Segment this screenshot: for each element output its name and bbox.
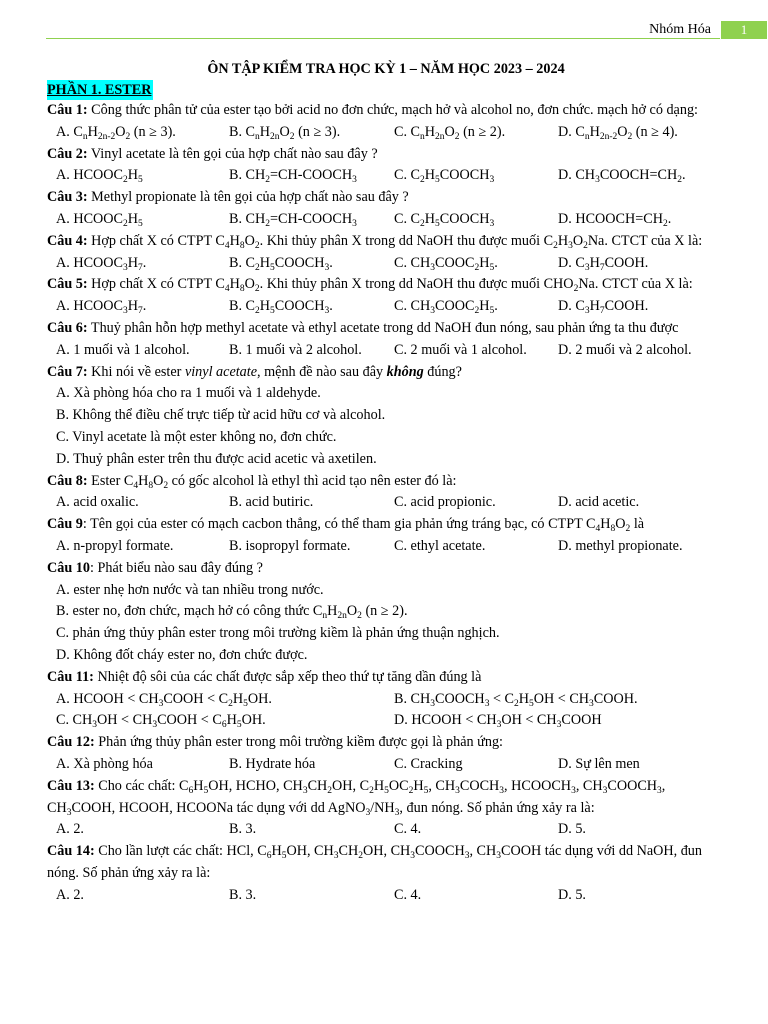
answer-option-a: A. $HCOOC_2H_5$ bbox=[56, 167, 143, 186]
question-label: Câu 4: bbox=[47, 232, 88, 249]
answer-option-d: D. $CH_3COOCH=CH_2$. bbox=[558, 167, 686, 186]
answer-row bbox=[47, 253, 723, 275]
question-text: , mệnh đề nào sau đây bbox=[257, 363, 387, 380]
question-11 bbox=[47, 667, 723, 689]
question-text: Vinyl acetate là tên gọi của hợp chất nào sau đây ? bbox=[87, 145, 378, 162]
page-title: ÔN TẬP KIỂM TRA HỌC KỲ 1 – NĂM HỌC 2023 – 2024 bbox=[207, 61, 565, 77]
question-label: Câu 1: bbox=[47, 102, 88, 118]
question-text: Công thức phân tử của ester tạo bởi acid no đơn chức, mạch hở và alcohol no, đơn chức. mạch hở có dạng: bbox=[87, 102, 698, 118]
answer-option-d: D. 2 muối và 2 alcohol. bbox=[558, 341, 692, 358]
answer-option-b: B. 3. bbox=[229, 821, 257, 838]
answer-option-a: A. 2. bbox=[56, 886, 84, 903]
section-heading: PHẦN 1. ESTER bbox=[47, 82, 152, 98]
question-13: Câu 13: Cho các chất: $C_6H_5OH$, HCHO, $CH_3CH_2OH$, $C_2H_5OC_2H_5$, $CH_3COCH_3$, $HCOOCH_3$, $CH_3COOCH_3$, $CH_3COOH$, HCOOH, HCOONa tác dụng với dd $AgNO_3/NH_3$, đun nóng. Số phản ứng xảy ra là: bbox=[47, 777, 666, 818]
answer-row bbox=[47, 340, 723, 362]
answer-option-c: C. phản ứng thủy phân ester trong môi trường kiềm là phản ứng thuận nghịch. bbox=[56, 625, 500, 642]
question-label: Câu 10 bbox=[47, 559, 90, 576]
header-group-label: Nhóm Hóa bbox=[649, 22, 711, 37]
question-text: : Phát biểu nào sau đây đúng ? bbox=[89, 559, 263, 576]
answer-row bbox=[47, 885, 723, 907]
question-text: Khi nói về ester bbox=[87, 363, 185, 380]
answer-option-a: A. Xà phòng hóa bbox=[56, 755, 153, 772]
question-6 bbox=[47, 318, 723, 340]
question-text: Thuỷ phân hỗn hợp methyl acetate và ethyl acetate trong dd NaOH đun nóng, sau phản ứng ta thu được bbox=[87, 319, 679, 336]
question-8: Câu 8: Ester $C_4H_8O_2$ có gốc alcohol là ethyl thì acid tạo nên ester đó là: bbox=[47, 472, 457, 491]
answer-option-b: B. 1 muối và 2 alcohol. bbox=[229, 341, 362, 358]
answer-option-d: D. 5. bbox=[558, 886, 586, 903]
answer-option-b: B. $CH_3COOCH_3 < C_2H_5OH$ < $CH_3COOH$. bbox=[394, 690, 638, 709]
answer-option-c: C. $CH_3OH$ < $CH_3COOH < C_6H_5OH$. bbox=[56, 712, 266, 731]
question-text: đúng? bbox=[423, 363, 462, 380]
answer-option-b: B. Hydrate hóa bbox=[229, 755, 316, 772]
question-emphasis: vinyl acetate bbox=[184, 363, 258, 380]
answer-option-a: A. $C_nH_{2n-2}O_2$ (n ≥ 3). bbox=[56, 123, 176, 142]
answer-row bbox=[47, 689, 723, 711]
section-heading-wrap bbox=[47, 80, 723, 100]
answer-option-b: B. 3. bbox=[229, 886, 257, 903]
answer-option-b: B. $C_2H_5COOCH_3$. bbox=[229, 298, 333, 317]
answer-row bbox=[47, 754, 723, 776]
answer-option-d: D. $C_3H_7COOH$. bbox=[558, 298, 649, 317]
answer-option-a: A. $HCOOC_3H_7$. bbox=[56, 298, 147, 317]
answer-row bbox=[47, 536, 723, 558]
answer-option-b: B. $C_nH_{2n}O_2$ (n ≥ 3). bbox=[229, 123, 341, 142]
answer-option-b: B. Không thể điều chế trực tiếp từ acid hữu cơ và alcohol. bbox=[56, 407, 386, 424]
question-14: Câu 14: Cho lần lượt các chất: HCl, $C_6H_5OH$, $CH_3CH_2OH$, $CH_3COOCH_3$, $CH_3COOH$ tác dụng với dd NaOH, đun nóng. Số phản ứng xảy ra là: bbox=[47, 843, 702, 881]
question-label: Câu 12: bbox=[47, 734, 95, 751]
answer-option-c: C. $C_2H_5COOCH_3$ bbox=[394, 210, 495, 229]
answer-option-c: C. ethyl acetate. bbox=[394, 537, 486, 554]
answer-option-a: A. n-propyl formate. bbox=[56, 537, 174, 554]
answer-option-c: C. Vinyl acetate là một ester không no, đơn chức. bbox=[56, 428, 337, 445]
answer-option-d: D. $HCOOCH=CH_2$. bbox=[558, 210, 672, 229]
answer-option-d: D. $C_3H_7COOH$. bbox=[558, 254, 649, 273]
question-10 bbox=[47, 558, 723, 580]
answer-row bbox=[47, 710, 723, 732]
answer-option-a: A. 1 muối và 1 alcohol. bbox=[56, 341, 190, 358]
answer-option-a: A. 2. bbox=[56, 821, 84, 838]
answer-option-a: A. acid oxalic. bbox=[56, 494, 139, 511]
question-label: Câu 7: bbox=[47, 363, 88, 380]
answer-option-d: D. Thuỷ phân ester trên thu được acid acetic và axetilen. bbox=[56, 450, 377, 467]
answer-option-d: D. methyl propionate. bbox=[558, 537, 683, 554]
question-label: Câu 14: bbox=[47, 843, 95, 860]
answer-option-d: D. Sự lên men bbox=[558, 755, 640, 772]
answer-option-b: B. $CH_2=CH-COOCH_3$ bbox=[229, 210, 357, 229]
header-divider bbox=[46, 38, 720, 39]
answer-option-a: A. Xà phòng hóa cho ra 1 muối và 1 aldehyde. bbox=[56, 385, 321, 402]
question-7 bbox=[47, 362, 723, 384]
answer-option-d: D. Không đốt cháy ester no, đơn chức được. bbox=[56, 646, 308, 663]
answer-option-d: D. acid acetic. bbox=[558, 494, 640, 511]
question-2 bbox=[47, 144, 723, 166]
question-text: Nhiệt độ sôi của các chất được sắp xếp theo thứ tự tăng dần đúng là bbox=[93, 668, 482, 685]
page-number-badge: 1 bbox=[721, 21, 767, 39]
answer-row bbox=[47, 819, 723, 841]
answer-option-a: A. $HCOOC_3H_7$. bbox=[56, 254, 147, 273]
question-label: Câu 9 bbox=[47, 516, 83, 533]
question-label: Câu 6: bbox=[47, 319, 88, 336]
answer-row bbox=[47, 296, 723, 318]
answer-row bbox=[47, 165, 723, 187]
answer-option-a: A. ester nhẹ hơn nước và tan nhiều trong nước. bbox=[56, 581, 324, 598]
answer-option-c: C. $CH_3COOC_2H_5$. bbox=[394, 298, 498, 317]
question-4: Câu 4: Hợp chất X có CTPT $C_4H_8O_2$. Khi thủy phân X trong dd NaOH thu được muối $C_2H_3O_2Na$. CTCT của X là: bbox=[47, 232, 703, 251]
question-1 bbox=[47, 100, 723, 122]
answer-option-b: B. ester no, đơn chức, mạch hở có công thức $C_nH_{2n}O_2$ (n ≥ 2). bbox=[56, 603, 408, 622]
answer-option-d: D. $C_nH_{2n-2}O_2$ (n ≥ 4). bbox=[558, 123, 678, 142]
question-9: Câu 9: Tên gọi của ester có mạch cacbon thẳng, có thể tham gia phản ứng tráng bạc, có CTPT $C_4H_8O_2$ là bbox=[47, 516, 645, 535]
answer-row bbox=[47, 209, 723, 231]
answer-option-c: C. 2 muối và 1 alcohol. bbox=[394, 341, 527, 358]
answer-option-c: C. 4. bbox=[394, 821, 422, 838]
question-text: Methyl propionate là tên gọi của hợp chất nào sau đây ? bbox=[87, 189, 409, 206]
question-3 bbox=[47, 187, 723, 209]
question-label: Câu 5: bbox=[47, 276, 88, 293]
document-body bbox=[47, 58, 723, 906]
answer-option-d: D. 5. bbox=[558, 821, 586, 838]
question-5: Câu 5: Hợp chất X có CTPT $C_4H_8O_2$. Khi thủy phân X trong dd NaOH thu được muối $CHO_2Na$. CTCT của X là: bbox=[47, 276, 693, 295]
answer-option-c: C. 4. bbox=[394, 886, 422, 903]
answer-row bbox=[47, 122, 723, 144]
answer-row bbox=[47, 492, 723, 514]
answer-option-a: A. HCOOH < $CH_3COOH < C_2H_5OH$. bbox=[56, 690, 272, 709]
question-12 bbox=[47, 732, 723, 754]
answer-option-c: C. $C_nH_{2n}O_2$ (n ≥ 2). bbox=[394, 123, 506, 142]
answer-option-c: C. $C_2H_5COOCH_3$ bbox=[394, 167, 495, 186]
answer-option-b: B. isopropyl formate. bbox=[229, 537, 351, 554]
answer-option-c: C. acid propionic. bbox=[394, 494, 496, 511]
answer-option-a: A. $HCOOC_2H_5$ bbox=[56, 210, 143, 229]
question-label: Câu 11: bbox=[47, 668, 94, 685]
question-negation: không bbox=[386, 363, 424, 380]
question-label: Câu 8: bbox=[47, 472, 88, 489]
answer-option-d: D. HCOOH < $CH_3OH$ < $CH_3COOH$ bbox=[394, 712, 602, 731]
question-text: Phản ứng thủy phân ester trong môi trường kiềm được gọi là phản ứng: bbox=[94, 734, 503, 751]
answer-option-c: C. $CH_3COOC_2H_5$. bbox=[394, 254, 498, 273]
answer-option-b: B. $C_2H_5COOCH_3$. bbox=[229, 254, 333, 273]
question-label: Câu 3: bbox=[47, 189, 88, 206]
answer-option-b: B. $CH_2=CH-COOCH_3$ bbox=[229, 167, 357, 186]
page-header bbox=[0, 21, 768, 41]
question-label: Câu 2: bbox=[47, 145, 88, 162]
question-label: Câu 13: bbox=[47, 777, 95, 794]
answer-option-b: B. acid butiric. bbox=[229, 494, 314, 511]
answer-option-c: C. Cracking bbox=[394, 755, 463, 772]
